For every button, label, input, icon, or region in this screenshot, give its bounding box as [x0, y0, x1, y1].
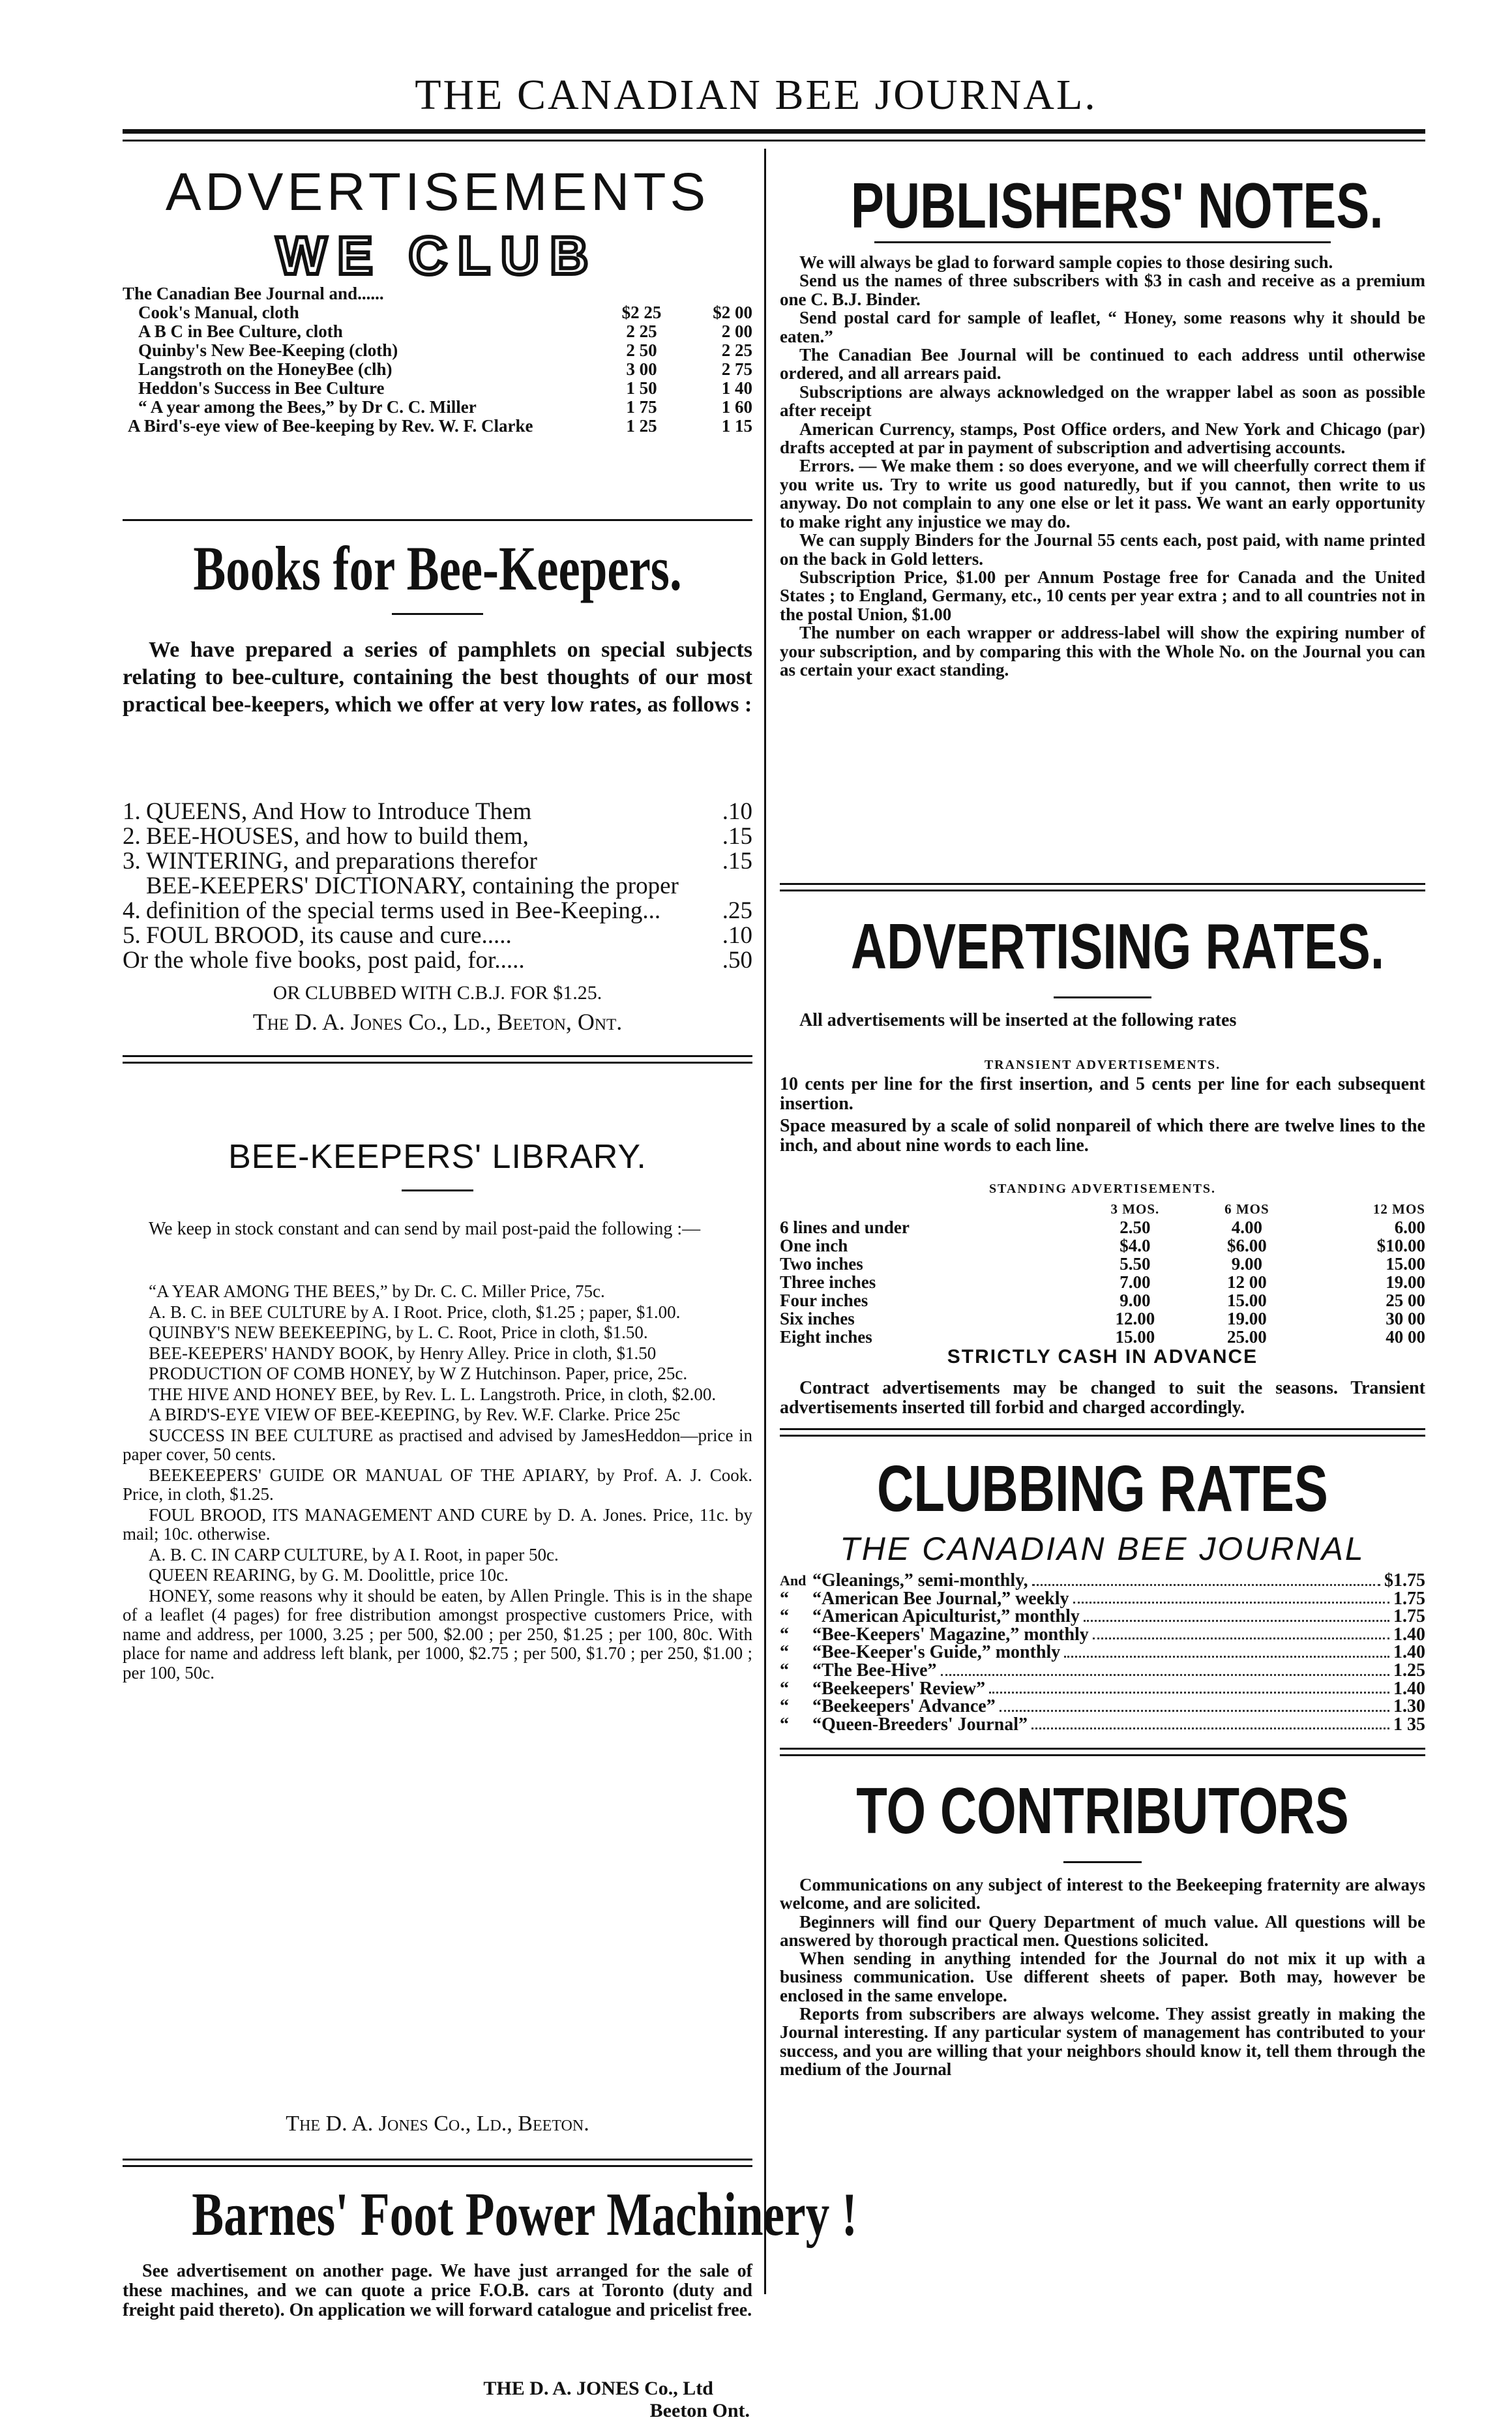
clubbing-name: “Beekeepers' Advance”: [812, 1696, 996, 1717]
club-price-clubbed: 2 25: [721, 340, 752, 360]
contributors-note: Communications on any subject of interest to the Beekeeping fraternity are always welcome, and are solicited.: [780, 1875, 1425, 1913]
clubbing-price: 1.30: [1393, 1696, 1425, 1717]
transient-heading: TRANSIENT ADVERTISEMENTS.: [984, 1058, 1221, 1072]
clubbing-lead: “: [780, 1678, 789, 1699]
book-item: [123, 800, 752, 824]
book-price: .15: [722, 848, 752, 875]
clubbing-price: 1.75: [1393, 1606, 1425, 1627]
standing-3mos: 2.50: [1119, 1218, 1151, 1237]
pub-heading-wrap: [780, 170, 1425, 241]
clubbing-lead: “: [780, 1714, 789, 1735]
clubbing-lead: “: [780, 1588, 789, 1609]
clubbing-row: [780, 1626, 1425, 1644]
clubbing-row: [780, 1716, 1425, 1734]
club-price-single: 1 25: [626, 416, 657, 436]
barnes-text: See advertisement on another page. We have just arranged for the sale of these machines, and we can quote a price F.O.B. cars at Toronto (duty and freight paid thereto). On application we will forward catalogue and pricelist free.: [123, 2261, 752, 2320]
contributors-note: Reports from subscribers are always welcome. They assist greatly in making the Journal interesting. If any particular system of management has contributed to your success, and you are willing that your neighbors should know it, tell them through the medium of the Journal: [780, 2004, 1425, 2079]
standing-row: [780, 1273, 1425, 1291]
standing-label: 6 lines and under: [780, 1218, 910, 1237]
library-item: THE HIVE AND HONEY BEE, by Rev. L. L. Langstroth. Price, in cloth, $2.00.: [149, 1384, 717, 1404]
club-row: [123, 341, 752, 360]
club-item-name: Heddon's Success in Bee Culture: [138, 378, 385, 398]
standing-table: [780, 1200, 1425, 1346]
clubbing-dots: [941, 1674, 1389, 1676]
book-title: BEE-HOUSES, and how to build them,: [146, 823, 529, 850]
clubbing-lead: “: [780, 1660, 789, 1681]
publishers-note: Send postal card for sample of leaflet, “ Honey, some reasons why it should be eaten.”: [780, 308, 1425, 346]
standing-row: [780, 1236, 1425, 1255]
books-divider-wrap: [123, 613, 752, 615]
standing-12mos: 40 00: [1386, 1327, 1425, 1347]
clubbing-price: 1.25: [1393, 1660, 1425, 1681]
journal-title: THE CANADIAN BEE JOURNAL.: [415, 71, 1097, 119]
advertising-rates-heading: ADVERTISING RATES.: [850, 910, 1385, 982]
library-list: [123, 1282, 752, 1682]
club-row: [123, 360, 752, 379]
clubbing-price: 1.40: [1393, 1678, 1425, 1699]
standing-3mos: 7.00: [1119, 1272, 1151, 1292]
publishers-note: American Currency, stamps, Post Office orders, and New York and Chicago (par) drafts accepted at par in payment of subscription and advertising accounts.: [780, 419, 1425, 458]
strictly-cash: STRICTLY CASH IN ADVANCE: [947, 1346, 1258, 1368]
standing-3mos: $4.0: [1119, 1236, 1151, 1255]
clubbing-row: [780, 1572, 1425, 1590]
book-number: 4.: [123, 897, 141, 924]
clubbing-name: “Queen-Breeders' Journal”: [812, 1714, 1028, 1735]
club-item-name: “ A year among the Bees,” by Dr C. C. Miller: [138, 397, 477, 417]
library-item: BEEKEEPERS' GUIDE OR MANUAL OF THE APIARY, by Prof. A. J. Cook. Price, in cloth, $1.25.: [123, 1465, 752, 1504]
space-text: Space measured by a scale of solid nonpareil of which there are twelve lines to the inch, and about nine words to each line.: [780, 1116, 1425, 1156]
club-heading-wrap: [123, 226, 752, 287]
standing-label: Four inches: [780, 1291, 868, 1310]
book-price: .25: [722, 897, 752, 924]
book-price: .15: [722, 823, 752, 850]
clubbing-price: $1.75: [1384, 1570, 1425, 1591]
divider: [123, 1055, 752, 1057]
club-price-clubbed: $2 00: [713, 303, 752, 322]
library-intro: We keep in stock constant and can send by mail post-paid the following :—: [149, 1219, 701, 1239]
header-rule-thin: [123, 140, 1425, 142]
clubbing-name: “American Apiculturist,” monthly: [812, 1606, 1080, 1627]
book-number: 1.: [123, 798, 141, 825]
clubbing-dots: [1032, 1584, 1380, 1586]
clubbing-name: “The Bee-Hive”: [812, 1660, 937, 1681]
adrates-divider-wrap: [780, 996, 1425, 998]
book-title: QUEENS, And How to Introduce Them: [146, 798, 532, 825]
standing-row: [780, 1291, 1425, 1309]
divider: [1054, 996, 1151, 998]
clubbing-dots: [1073, 1602, 1390, 1604]
standing-label: Two inches: [780, 1254, 863, 1274]
standing-row: [780, 1309, 1425, 1328]
club-rows: [123, 303, 752, 436]
club-item-name: Quinby's New Bee-Keeping (cloth): [138, 340, 398, 360]
clubbing-row: [780, 1680, 1425, 1698]
clubbing-name: “Gleanings,” semi-monthly,: [812, 1570, 1028, 1591]
library-divider-wrap: [123, 1189, 752, 1191]
clubbing-rates-heading: CLUBBING RATES: [877, 1452, 1328, 1525]
books-all-label: Or the whole five books, post paid, for.....: [123, 947, 525, 974]
library-item: “A YEAR AMONG THE BEES,” by Dr. C. C. Miller Price, 75c.: [149, 1281, 605, 1301]
club-row: [123, 379, 752, 398]
publishers-note: The Canadian Bee Journal will be continued to each address until otherwise ordered, and all arrears paid.: [780, 345, 1425, 383]
books-all-price: .50: [722, 947, 752, 974]
divider: [123, 519, 752, 521]
library-heading: BEE-KEEPERS' LIBRARY.: [228, 1138, 647, 1176]
standing-6mos: 12 00: [1227, 1272, 1267, 1292]
divider: [123, 2159, 752, 2160]
publishers-note: We will always be glad to forward sample copies to those desiring such.: [799, 252, 1333, 272]
standing-label: Six inches: [780, 1309, 855, 1328]
standing-12mos: 6.00: [1394, 1218, 1425, 1237]
standing-12mos: 19.00: [1386, 1272, 1425, 1292]
clubbing-dots: [1031, 1727, 1389, 1729]
club-table: [123, 284, 752, 436]
clubbing-row: [780, 1607, 1425, 1626]
publishers-notes-body: [780, 253, 1425, 679]
standing-6mos: 25.00: [1227, 1327, 1267, 1347]
standing-row: [780, 1255, 1425, 1273]
clubbing-dots: [1093, 1637, 1389, 1639]
contributors-note: Beginners will find our Query Department of much value. All questions will be answered by thorough practical men. Questions solicited.: [780, 1911, 1425, 1950]
club-price-single: 1 50: [626, 378, 657, 398]
club-item-name: A B C in Bee Culture, cloth: [138, 321, 343, 341]
standing-6mos: 19.00: [1227, 1309, 1267, 1328]
books-clubbed: OR CLUBBED WITH C.B.J. FOR $1.25.: [273, 982, 602, 1004]
club-price-single: 2 25: [626, 321, 657, 341]
contract-text: Contract advertisements may be changed to suit the seasons. Transient advertisements inserted till forbid and charged accordingly.: [780, 1378, 1425, 1418]
clubbing-dots: [1000, 1710, 1389, 1712]
club-price-clubbed: 2 00: [721, 321, 752, 341]
book-title: WINTERING, and preparations therefor: [146, 848, 537, 875]
header-rule: [123, 129, 1425, 134]
standing-6mos: 4.00: [1231, 1218, 1263, 1237]
library-item: PRODUCTION OF COMB HONEY, by W Z Hutchinson. Paper, price, 25c.: [149, 1364, 688, 1383]
clubbing-lead: “: [780, 1696, 789, 1717]
library-item: HONEY, some reasons why it should be eaten, by Allen Pringle. This is in the shape of a leaflet (4 pages) for free distribution amongst prospective customers Price, with name and address, per 1000, 3.25 ; per 500, $2.00 ; per 250, $1.25 ; per 100, 80c. With place for name and address left blank, per 1000, $2.75 ; per 500, $1.70 ; per 250, $1.00 ; per 100, 50c.: [123, 1585, 752, 1682]
clubbing-name: “Bee-Keeper's Guide,” monthly: [812, 1642, 1061, 1663]
books-publisher: The D. A. Jones Co., Ld., Beeton, Ont.: [252, 1009, 623, 1035]
divider: [874, 241, 1331, 243]
contributors-body: [780, 1876, 1425, 2078]
divider: [402, 1189, 473, 1191]
library-item: A. B. C. in BEE CULTURE by A. I Root. Price, cloth, $1.25 ; paper, $1.00.: [149, 1302, 681, 1322]
standing-12mos: 25 00: [1386, 1291, 1425, 1310]
book-title: FOUL BROOD, its cause and cure.....: [146, 922, 512, 949]
club-price-single: 1 75: [626, 397, 657, 417]
library-item: QUEEN REARING, by G. M. Doolittle, price 10c.: [149, 1565, 509, 1585]
standing-12mos: 30 00: [1386, 1309, 1425, 1328]
book-item: [123, 849, 752, 874]
publishers-notes-heading: PUBLISHERS' NOTES.: [850, 170, 1384, 241]
book-item: [123, 923, 752, 948]
clubbing-name: “Beekeepers' Review”: [812, 1678, 986, 1699]
clubbing-lead: “: [780, 1624, 789, 1645]
publishers-note: Subscriptions are always acknowledged on the wrapper label as soon as possible after receipt: [780, 381, 1425, 421]
library-item: QUINBY'S NEW BEEKEEPING, by L. C. Root, Price in cloth, $1.50.: [149, 1323, 648, 1342]
divider: [123, 1062, 752, 1064]
pub-divider-wrap: [780, 241, 1425, 243]
clubbing-row: [780, 1643, 1425, 1662]
divider: [392, 613, 483, 615]
standing-rows: [780, 1200, 1425, 1346]
clubbing-lead: And: [780, 1572, 807, 1589]
standing-row: [780, 1218, 1425, 1236]
books-list: [123, 800, 752, 948]
col-6mos: 6 MOS: [1224, 1201, 1269, 1217]
club-item-name: Langstroth on the HoneyBee (clh): [138, 359, 393, 379]
contributors-note: When sending in anything intended for the Journal do not mix it up with a business communication. Use different sheets of paper. Both may, however be enclosed in the same envelope.: [780, 1949, 1425, 2005]
club-intro: The Canadian Bee Journal and......: [123, 284, 384, 303]
books-all-row: [123, 948, 752, 973]
club-row: [123, 322, 752, 341]
divider: [123, 2165, 752, 2167]
clubbing-name: “American Bee Journal,” weekly: [812, 1588, 1069, 1609]
club-price-single: 2 50: [626, 340, 657, 360]
clubbing-price: 1.75: [1393, 1588, 1425, 1609]
standing-label: Three inches: [780, 1272, 876, 1292]
standing-6mos: 15.00: [1227, 1291, 1267, 1310]
standing-3mos: 12.00: [1115, 1309, 1155, 1328]
contrib-heading-wrap: [780, 1775, 1425, 1847]
club-price-clubbed: 2 75: [721, 359, 752, 379]
club-item-name: A Bird's-eye view of Bee-keeping by Rev. W. F. Clarke: [128, 416, 533, 436]
publishers-note: We can supply Binders for the Journal 55 cents each, post paid, with name printed on the back in Gold letters.: [780, 530, 1425, 569]
standing-6mos: $6.00: [1227, 1236, 1267, 1255]
clubbing-price: 1 35: [1393, 1714, 1425, 1735]
divider: [780, 883, 1425, 885]
standing-label: Eight inches: [780, 1327, 872, 1347]
divider: [780, 1435, 1425, 1437]
clubbing-row: [780, 1697, 1425, 1716]
divider: [780, 890, 1425, 891]
book-price: .10: [722, 922, 752, 949]
clubbing-lead: “: [780, 1606, 789, 1627]
library-item: BEE-KEEPERS' HANDY BOOK, by Henry Alley. Price in cloth, $1.50: [149, 1343, 657, 1363]
book-price: .10: [722, 798, 752, 825]
book-item: [123, 824, 752, 849]
to-contributors-heading: TO CONTRIBUTORS: [856, 1774, 1349, 1847]
clubbing-dots: [1064, 1656, 1389, 1658]
clubbing-row: [780, 1590, 1425, 1608]
library-item: FOUL BROOD, ITS MANAGEMENT AND CURE by D. A. Jones. Price, 11c. by mail; 10c. otherwise.: [123, 1504, 752, 1544]
publishers-note: Errors. — We make them : so does everyone, and we will cheerfully correct them if you write us. Try to write us good naturedly, but if you cannot, then write to us anyway. Do not complain to any one else or let it pass. We want an early opportunity to make right any injustice we may do.: [780, 456, 1425, 531]
club-row: [123, 417, 752, 436]
book-number: 5.: [123, 922, 141, 949]
books-heading: Books for Bee-Keepers.: [193, 533, 682, 603]
standing-3mos: 15.00: [1115, 1327, 1155, 1347]
divider: [780, 1748, 1425, 1750]
library-item: SUCCESS IN BEE CULTURE as practised and advised by JamesHeddon—price in paper cover, 50 cents.: [123, 1425, 752, 1464]
divider: [1063, 1861, 1142, 1863]
clubbing-subheading: THE CANADIAN BEE JOURNAL: [840, 1531, 1365, 1567]
clubbing-price: 1.40: [1393, 1642, 1425, 1663]
standing-3mos: 5.50: [1119, 1254, 1151, 1274]
standing-heading: STANDING ADVERTISEMENTS.: [988, 1182, 1217, 1196]
barnes-heading-wrap: [123, 2179, 858, 2251]
col-12mos: 12 MOS: [1372, 1201, 1425, 1217]
library-item: A. B. C. IN CARP CULTURE, by A I. Root, in paper 50c.: [149, 1544, 559, 1564]
clubbing-list: [780, 1572, 1425, 1733]
clubbing-heading-wrap: [780, 1453, 1425, 1525]
barnes-heading: Barnes' Foot Power Machinery !: [192, 2181, 858, 2249]
adrates-intro: All advertisements will be inserted at the following rates: [799, 1010, 1237, 1030]
club-price-single: 3 00: [626, 359, 657, 379]
club-row: [123, 303, 752, 322]
club-price-clubbed: 1 60: [721, 397, 752, 417]
club-price-single: $2 25: [621, 303, 662, 322]
clubbing-name: “Bee-Keepers' Magazine,” monthly: [812, 1624, 1089, 1645]
publishers-note: The number on each wrapper or address-label will show the expiring number of your subscription, and by comparing this with the Whole No. on the Journal you can as certain your exact standing.: [780, 623, 1425, 680]
column-divider: [764, 149, 766, 2294]
standing-row: [780, 1328, 1425, 1346]
clubbing-dots: [1084, 1620, 1389, 1622]
publishers-note: Send us the names of three subscribers with $3 in cash and receive as a premium one C. B.J. Binder.: [780, 271, 1425, 309]
standing-12mos: 15.00: [1386, 1254, 1425, 1274]
barnes-publisher: THE D. A. JONES Co., Ltd: [483, 2378, 713, 2399]
publishers-note: Subscription Price, $1.00 per Annum Postage free for Canada and the United States ; to England, Germany, etc., 10 cents per year extra ; and to all countries not in the postal Union, $1.00: [780, 567, 1425, 624]
book-number: 3.: [123, 848, 141, 875]
standing-header-row: [780, 1200, 1425, 1218]
contrib-divider-wrap: [780, 1861, 1425, 1863]
clubbing-dots: [989, 1692, 1389, 1694]
books-intro: We have prepared a series of pamphlets on special subjects relating to bee-culture, containing the best thoughts of our most practical bee-keepers, which we offer at very low rates, as follows :: [123, 638, 752, 717]
barnes-place: Beeton Ont.: [649, 2400, 750, 2421]
club-row: [123, 398, 752, 417]
book-title: BEE-KEEPERS' DICTIONARY, containing the proper definition of the special terms used in Bee-Keeping...: [146, 873, 679, 924]
clubbing-price: 1.40: [1393, 1624, 1425, 1645]
library-item: A BIRD'S-EYE VIEW OF BEE-KEEPING, by Rev. W.F. Clarke. Price 25c: [149, 1405, 681, 1424]
books-heading-wrap: [123, 533, 752, 605]
adrates-heading-wrap: [780, 910, 1425, 982]
club-item-name: Cook's Manual, cloth: [138, 303, 299, 322]
library-publisher: The D. A. Jones Co., Ld., Beeton.: [286, 2112, 589, 2136]
standing-12mos: $10.00: [1376, 1236, 1425, 1255]
club-price-clubbed: 1 15: [721, 416, 752, 436]
book-item: [123, 874, 752, 923]
club-heading: WE CLUB: [276, 226, 599, 286]
club-price-clubbed: 1 40: [721, 378, 752, 398]
standing-6mos: 9.00: [1231, 1254, 1263, 1274]
standing-3mos: 9.00: [1119, 1291, 1151, 1310]
advertisements-heading: ADVERTISEMENTS: [165, 162, 710, 222]
clubbing-lead: “: [780, 1642, 789, 1663]
clubbing-row: [780, 1662, 1425, 1680]
divider: [780, 1428, 1425, 1430]
transient-text: 10 cents per line for the first insertion, and 5 cents per line for each subsequent insertion.: [780, 1074, 1425, 1114]
standing-label: One inch: [780, 1236, 848, 1255]
book-number: 2.: [123, 823, 141, 850]
divider: [780, 1754, 1425, 1756]
col-3mos: 3 MOS.: [1110, 1201, 1160, 1217]
